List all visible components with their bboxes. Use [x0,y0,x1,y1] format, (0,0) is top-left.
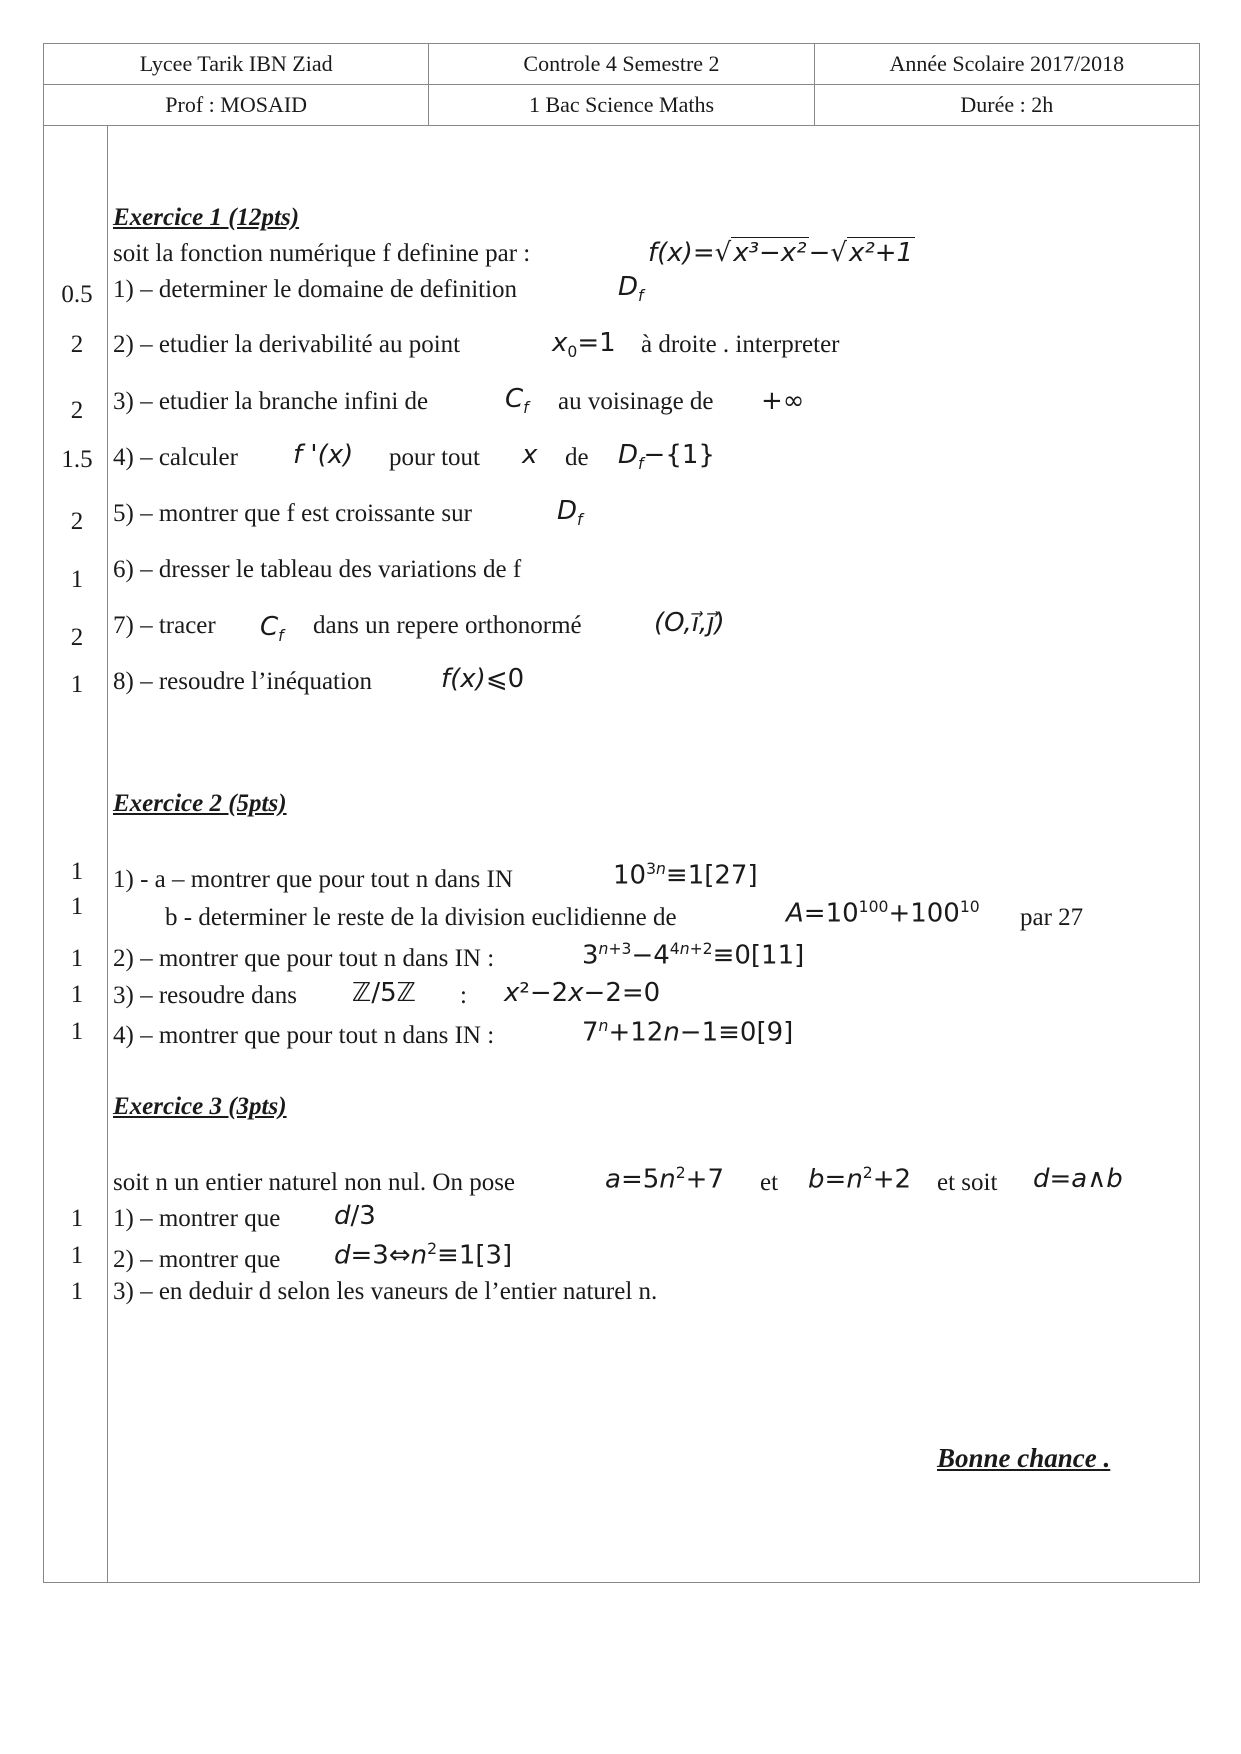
points-ex1-q2: 2 [70,331,84,358]
points-ex2-q4: 1 [70,1018,84,1045]
ex2-question-4: 4) – montrer que pour tout n dans IN : [113,1022,495,1049]
points-ex3-q2: 1 [70,1242,84,1269]
ex1-question-1: 1) – determiner le domaine de definition [113,276,518,303]
divides-formula: d/3 [334,1201,376,1231]
exercise-3-intro: soit n un entier naturel non nul. On pose [113,1169,516,1196]
ring-z5z-symbol: ℤ/5ℤ [352,978,417,1008]
points-ex3-q3: 1 [70,1278,84,1305]
points-ex1-q7: 2 [70,624,84,651]
class-name: 1 Bac Science Maths [429,85,814,126]
inequation-formula: f(x)⩽0 [441,664,525,694]
ex2-question-3: 3) – resoudre dans [113,982,297,1009]
ex2-question-1a: 1) - a – montrer que pour tout n dans IN [113,866,513,893]
teacher-name: Prof : MOSAID [44,85,429,126]
quadratic-equation: x²−2x−2=0 [504,978,661,1008]
points-ex2-q2: 1 [70,945,84,972]
number-b-definition: $b=n^2+2$ [808,1164,912,1195]
ex3-question-1: 1) – montrer que [113,1205,281,1232]
equivalence-formula: $d=3\Leftrightarrow n^2\equiv 1[3]$ [334,1240,513,1271]
points-ex1-q6: 1 [70,566,84,593]
curve-symbol: $C_f$ [505,384,529,418]
domain-minus-one: $D_f-\{1\}$ [618,440,715,474]
points-column-divider [107,126,108,1583]
exercise-2-title: Exercice 2 (5pts) [113,790,287,817]
ex1-question-4-mid2: de [565,444,589,471]
function-definition-formula: f(x)=√x³−x²−√x²+1 [648,238,914,268]
exercise-1-intro: soit la fonction numérique f definine par : [113,240,531,267]
ex1-question-5: 5) – montrer que f est croissante sur [113,500,472,527]
exam-duration: Durée : 2h [814,85,1199,126]
ex3-question-3: 3) – en deduir d selon les vaneurs de l’entier naturel n. [113,1278,658,1305]
exercise-3-title: Exercice 3 (3pts) [113,1093,287,1120]
points-ex1-q4: 1.5 [61,446,93,473]
congruence-formula-2: $3^{n+3}-4^{4n+2}\equiv 0[11]$ [582,940,805,971]
exercise-3-intro-et: et [760,1169,779,1196]
ex1-question-4-mid: pour tout [389,444,480,471]
point-x0-formula: $x_0=1$ [552,328,616,362]
ex1-question-3: 3) – etudier la branche infini de [113,388,429,415]
variable-x: x [522,440,538,470]
ex1-question-3-mid: au voisinage de [558,388,714,415]
orthonormal-frame-symbol: (O,i⃗,j⃗) [654,608,725,638]
ex1-question-6: 6) – dresser le tableau des variations de f [113,556,522,583]
domain-symbol: $D_f$ [618,272,644,306]
number-a-definition: $a=5n^2+7$ [605,1164,724,1195]
points-ex2-q1a: 1 [70,858,84,885]
ex1-question-7: 7) – tracer [113,612,216,639]
ex2-question-1b-tail: par 27 [1020,904,1084,931]
derivative-symbol: f '(x) [293,440,354,470]
ex1-question-7-mid: dans un repere orthonormé [313,612,582,639]
school-year: Année Scolaire 2017/2018 [814,44,1199,85]
exam-name: Controle 4 Semestre 2 [429,44,814,85]
ex1-question-4: 4) – calculer [113,444,238,471]
gcd-definition: d=a∧b [1033,1164,1123,1194]
exercise-3-intro-soit: et soit [937,1169,998,1196]
congruence-formula-1: $10^{3n}\equiv 1[27]$ [613,860,758,891]
ex1-question-2: 2) – etudier la derivabilité au point [113,331,461,358]
plus-infinity-symbol: +∞ [761,386,805,416]
exercise-1-title: Exercice 1 (12pts) [113,204,300,231]
curve-symbol-2: $C_f$ [260,612,284,646]
ex3-question-2: 2) – montrer que [113,1246,281,1273]
exam-header-table [43,43,1200,126]
ex2-question-2: 2) – montrer que pour tout n dans IN : [113,945,495,972]
points-ex3-q1: 1 [70,1205,84,1232]
points-ex1-q5: 2 [70,508,84,535]
closing-message: Bonne chance . [937,1443,1111,1473]
points-ex1-q1: 0.5 [61,281,93,308]
ex2-question-3-colon: : [460,982,467,1009]
points-ex1-q8: 1 [70,671,84,698]
ex1-question-8: 8) – resoudre l’inéquation [113,668,372,695]
congruence-formula-3: $7^n+12n-1\equiv 0[9]$ [582,1017,794,1048]
domain-symbol-2: $D_f$ [557,496,583,530]
ex1-question-2-tail: à droite . interpreter [641,331,840,358]
school-name: Lycee Tarik IBN Ziad [44,44,429,85]
ex2-question-1b: b - determiner le reste de la division euclidienne de [165,904,677,931]
points-ex1-q3: 2 [70,397,84,424]
number-a-formula: $A=10^{100}+100^{10}$ [786,898,980,929]
points-ex2-q1b: 1 [70,893,84,920]
points-ex2-q3: 1 [70,981,84,1008]
